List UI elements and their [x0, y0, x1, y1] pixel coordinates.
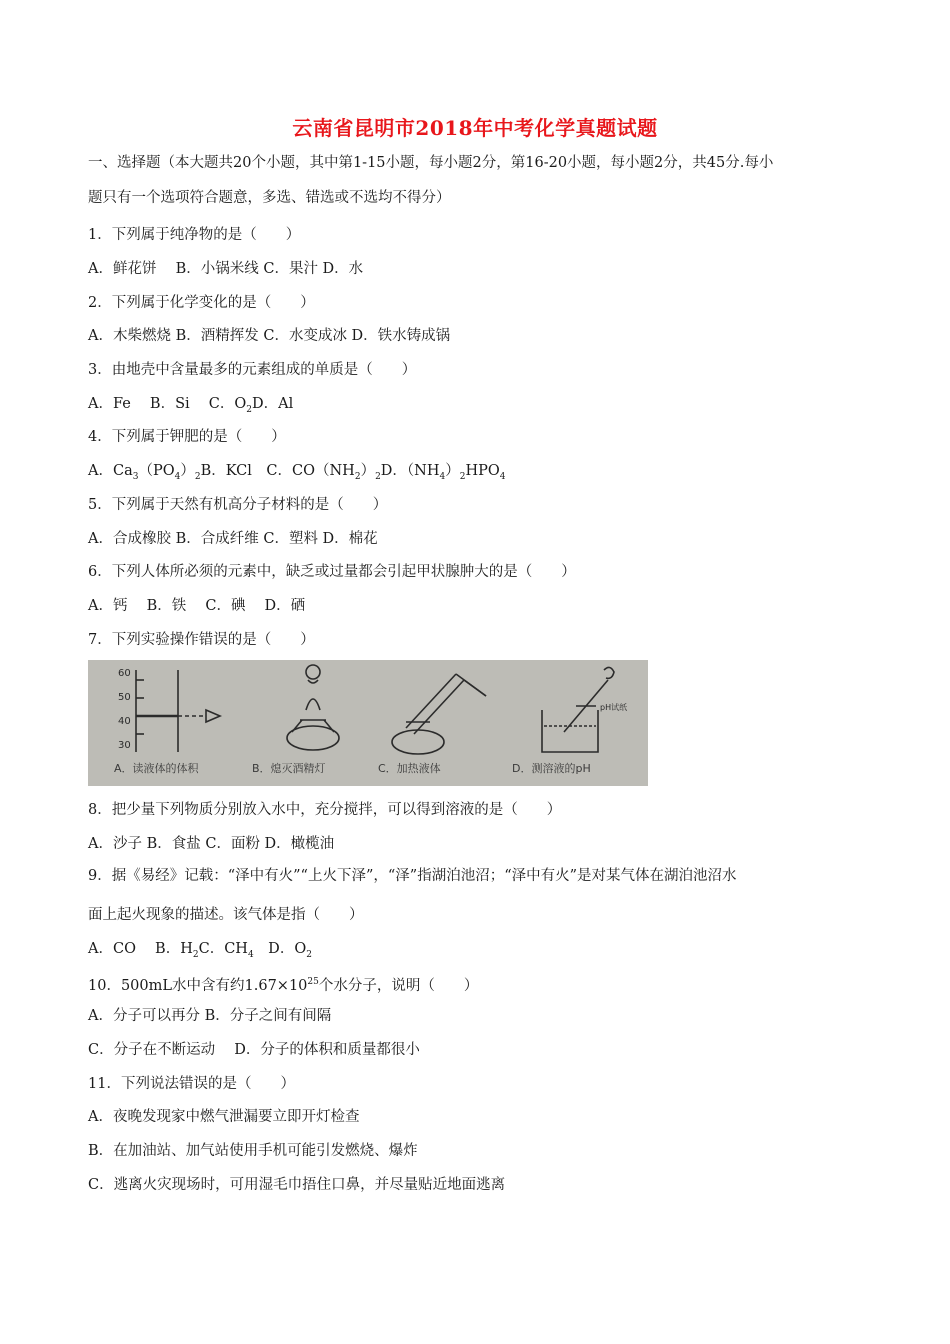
question-2-options: A．木柴燃烧 B．酒精挥发 C．水变成冰 D．铁水铸成锅	[88, 328, 451, 344]
question-11-stem: 11．下列说法错误的是（ ）	[88, 1076, 295, 1092]
question-3-stem: 3．由地壳中含量最多的元素组成的单质是（ ）	[88, 362, 417, 378]
question-11-option-b: B．在加油站、加气站使用手机可能引发燃烧、爆炸	[88, 1143, 418, 1159]
question-9-options: A．CO B．$H_2C$．$CH_4$ D．$O_2$	[88, 941, 312, 960]
cylinder-tick-60: 60	[118, 668, 131, 679]
question-7-stem: 7．下列实验操作错误的是（ ）	[88, 632, 315, 648]
question-6-options: A．钙 B．铁 C．碘 D．硒	[88, 598, 306, 614]
caption-c: C．加热液体	[378, 762, 441, 775]
question-2-stem: 2．下列属于化学变化的是（ ）	[88, 295, 315, 311]
caption-a: A．读液体的体积	[114, 762, 199, 775]
question-10-options-cd: C．分子在不断运动 D．分子的体积和质量都很小	[88, 1042, 420, 1058]
caption-d: D．测溶液的pH	[512, 762, 591, 775]
question-11-option-a: A．夜晚发现家中燃气泄漏要立即开灯检查	[88, 1109, 360, 1125]
question-5-options: A．合成橡胶 B．合成纤维 C．塑料 D．棉花	[88, 531, 378, 547]
question-5-stem: 5．下列属于天然有机高分子材料的是（ ）	[88, 497, 388, 513]
cylinder-tick-40: 40	[118, 716, 131, 727]
section-instructions-line2: 题只有一个选项符合题意，多选、错选或不选均不得分）	[88, 190, 451, 206]
question-9-stem-line1: 9．据《易经》记载：“泽中有火”“上火下泽”，“泽”指湖泊池沼；“泽中有火”是对某气体在湖泊池沼水	[88, 868, 737, 884]
lab-operations-figure	[88, 660, 648, 786]
question-10-stem: 10．500mL水中含有约$1.67\times 10^{25}$个水分子，说明（ ）	[88, 977, 479, 994]
question-3-options: A．Fe B．Si C．$O_2D$．Al	[88, 396, 294, 415]
ph-paper-label: pH试纸	[600, 703, 628, 712]
question-8-stem: 8．把少量下列物质分别放入水中，充分搅拌，可以得到溶液的是（ ）	[88, 802, 562, 818]
question-1-options: A．鲜花饼 B．小锅米线 C．果汁 D．水	[88, 261, 364, 277]
question-6-stem: 6．下列人体所必须的元素中，缺乏或过量都会引起甲状腺肿大的是（ ）	[88, 564, 576, 580]
question-4-stem: 4．下列属于钾肥的是（ ）	[88, 429, 286, 445]
question-10-options-ab: A．分子可以再分 B．分子之间有间隔	[88, 1008, 332, 1024]
caption-b: B．熄灭酒精灯	[252, 762, 326, 775]
question-1-stem: 1．下列属于纯净物的是（ ）	[88, 227, 301, 243]
cylinder-tick-30: 30	[118, 740, 131, 751]
question-9-stem-line2: 面上起火现象的描述。该气体是指（ ）	[88, 907, 364, 923]
section-instructions-line1: 一、选择题（本大题共20个小题，其中第1-15小题，每小题2分，第16-20小题，每小题2分，共45分.每小	[88, 155, 774, 171]
cylinder-tick-50: 50	[118, 692, 131, 703]
question-11-option-c: C．逃离火灾现场时，可用湿毛巾捂住口鼻，并尽量贴近地面逃离	[88, 1177, 506, 1193]
question-4-options: A．$Ca_3(PO_4)_2B$．KCl C．$CO(NH_2)_2D$．$(NH_4)_2HPO_4$	[88, 463, 506, 482]
page-title: 云南省昆明市2018年中考化学真题试题	[292, 116, 658, 140]
question-8-options: A．沙子 B．食盐 C．面粉 D．橄榄油	[88, 836, 335, 852]
